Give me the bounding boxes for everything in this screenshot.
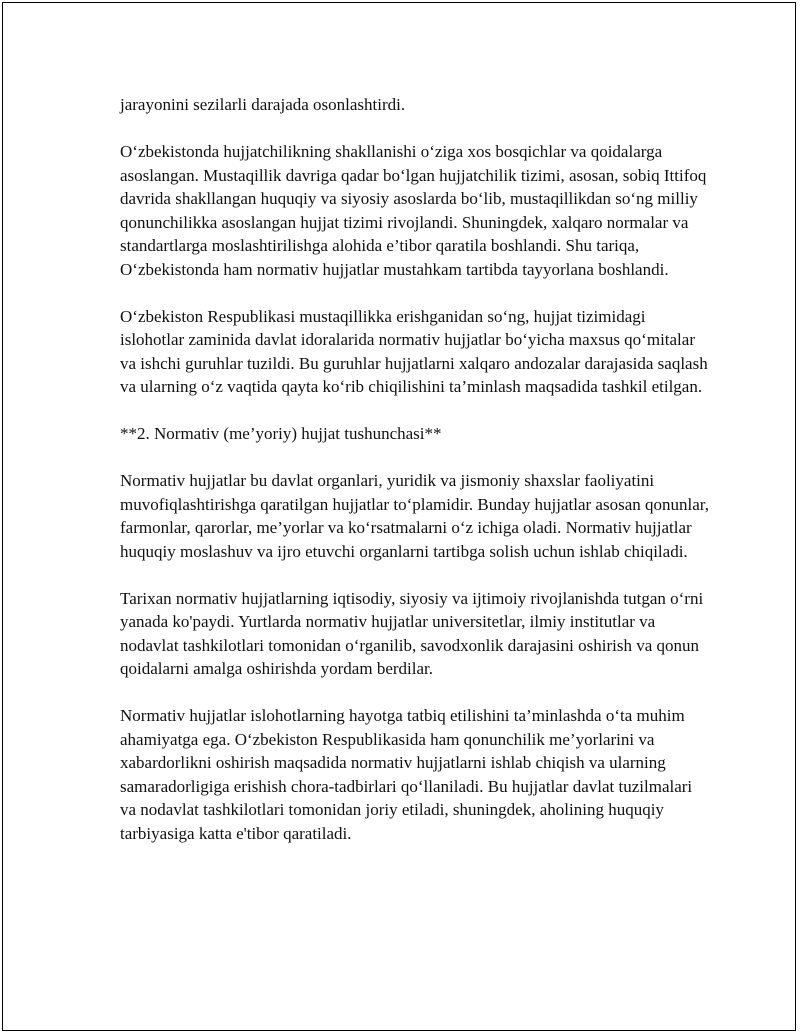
document-page (2, 2, 796, 1031)
paragraph-importance: Normativ hujjatlar islohotlarning hayotga tatbiq etilishini ta’minlashda o‘ta muhim ahamiyatga ega. O‘zbekiston Respublikasida ham qonunchilik me’yorlarini va xabardorlikni oshirish maqsadida normativ hujjatlarni ishlab chiqish va ularning samaradorligiga erishish chora-tadbirlari qo‘llaniladi. Bu hujjatlar davlat tuzilmalari va nodavlat tashkilotlari tomonidan joriy etiladi, shuningdek, aholining huquqiy tarbiyasiga katta e'tibor qaratiladi. (120, 706, 693, 843)
document-body (120, 93, 710, 869)
paragraph-independence: O‘zbekiston Respublikasi mustaqillikka erishganidan so‘ng, hujjat tizimidagi islohotlar zaminida davlat idoralarida normativ hujjatlar bo‘yicha maxsus qo‘mitalar va ishchi guruhlar tuzildi. Bu guruhlar hujjatlarni xalqaro andozalar darajasida saqlash va ularning o‘z vaqtida qayta ko‘rib chiqilishini ta’minlash maqsadida tashkil etilgan. (120, 306, 708, 396)
paragraph-history: O‘zbekistonda hujjatchilikning shakllanishi o‘ziga xos bosqichlar va qoidalarga asoslangan. Mustaqillik davriga qadar bo‘lgan hujjatchilik tizimi, asosan, sobiq Ittifoq davrida shakllangan huquqiy va siyosiy asoslarda bo‘lib, mustaqillikdan so‘ng milliy qonunchilikka asoslangan hujjat tizimi rivojlandi. Shuningdek, xalqaro normalar va standartlarga moslashtirilishga alohida e’tibor qaratila boshlandi. Shu tariqa, O‘zbekistonda ham normativ hujjatlar mustahkam tartibda tayyorlana boshlandi. (120, 142, 707, 279)
section-heading: **2. Normativ (me’yoriy) hujjat tushunchasi** (120, 424, 442, 443)
paragraph-role: Tarixan normativ hujjatlarning iqtisodiy, siyosiy va ijtimoiy rivojlanishda tutgan o‘rni yanada ko'paydi. Yurtlarda normativ hujjatlar universitetlar, ilmiy institutlar va nodavlat tashkilotlari tomonidan o‘rganilib, savodxonlik darajasini oshirish va qonun qoidalarni amalga oshirishda yordam berdilar. (120, 588, 704, 678)
paragraph-definition: Normativ hujjatlar bu davlat organlari, yuridik va jismoniy shaxslar faoliyatini muvofiqlashtirishga qaratilgan hujjatlar to‘plamidir. Bunday hujjatlar asosan qonunlar, farmonlar, qarorlar, me’yorlar va ko‘rsatmalarni o‘z ichiga oladi. Normativ hujjatlar huquqiy moslashuv va ijro etuvchi organlarni tartibga solish uchun ishlab chiqiladi. (120, 471, 709, 561)
paragraph-continuation: jarayonini sezilarli darajada osonlashtirdi. (120, 95, 406, 114)
